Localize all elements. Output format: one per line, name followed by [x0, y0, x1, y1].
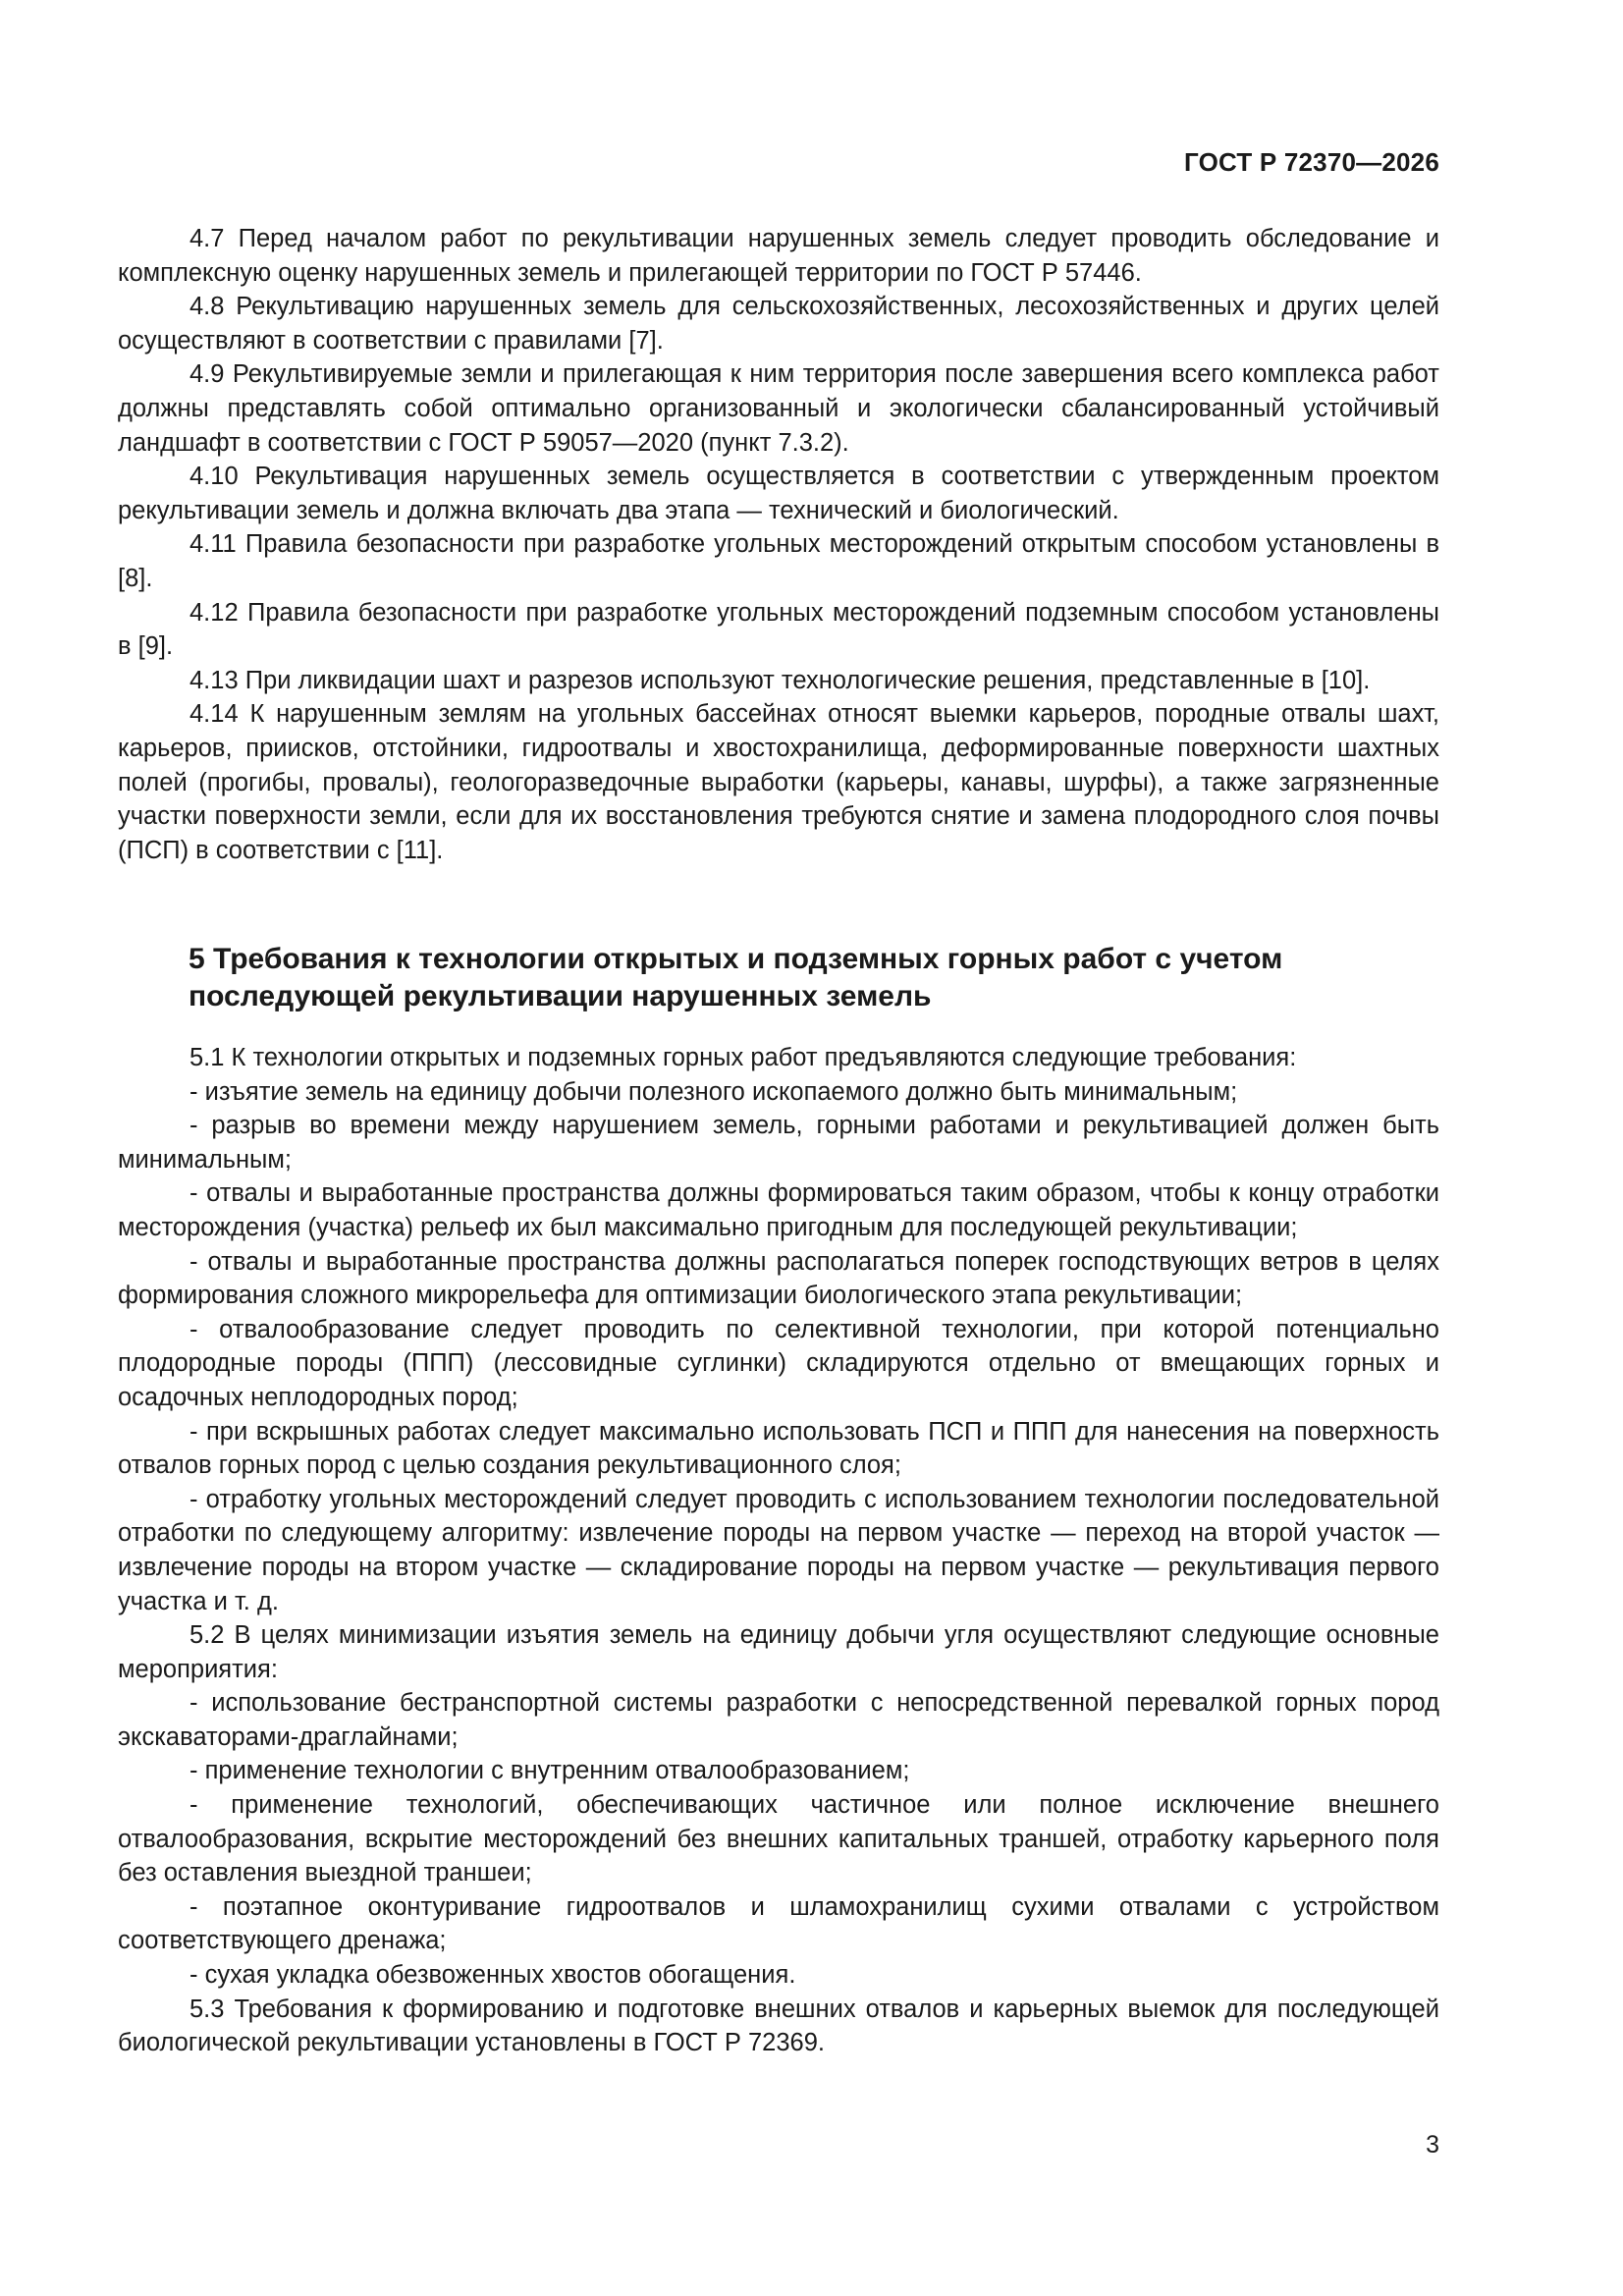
clauses-section-4 [118, 222, 1439, 867]
clause-4-8: 4.8 Рекультивацию нарушенных земель для сельскохозяйственных, лесохозяйственных и других целей осуществляют в соответствии с правилами [7]. [118, 293, 1439, 355]
clause-4-10: 4.10 Рекультивация нарушенных земель осуществляется в соответствии с утвержденным проектом рекультивации земель и должна включать два этапа — технический и биологический. [118, 463, 1439, 524]
list-item: - использование бестранспортной системы разработки с непосредственной перевалкой горных пород экскаваторами-драглайнами; [118, 1689, 1439, 1751]
list-item: - поэтапное оконтуривание гидроотвалов и шламохранилищ сухими отвалами с устройством соответствующего дренажа; [118, 1892, 1439, 1955]
standard-code: ГОСТ Р 72370—2026 [1184, 147, 1439, 177]
clause-5-3: 5.3 Требования к формированию и подготовке внешних отвалов и карьерных выемок для последующей биологической рекультивации установлены в ГОСТ Р 72369. [118, 1995, 1439, 2057]
clause-4-9: 4.9 Рекультивируемые земли и прилегающая к ним территория после завершения всего комплекса работ должны представлять собой оптимально организованный и экологически сбалансированный устойчивый ландшафт в соответствии с ГОСТ Р 59057—2020 (пункт 7.3.2). [118, 360, 1439, 457]
list-item: - отвалообразование следует проводить по селективной технологии, при которой потенциально плодородные породы (ППП) (лессовидные суглинки) складируются отдельно от вмещающих горных и осадочных неплодородных пород; [118, 1315, 1439, 1411]
list-item: - сухая укладка обезвоженных хвостов обогащения. [189, 1961, 796, 1990]
page-number: 3 [1426, 2131, 1439, 2159]
clause-5-2: 5.2 В целях минимизации изъятия земель на единицу добычи угля осуществляют следующие основные мероприятия: [118, 1621, 1439, 1683]
clause-4-14: 4.14 К нарушенным землям на угольных бассейнах относят выемки карьеров, породные отвалы шахт, карьеров, приисков, отстойники, гидроотвалы и хвостохранилища, деформированные поверхности шахтных полей (прогибы, провалы), геологоразведочные выработки (карьеры, канавы, шурфы), а также загрязненные участки поверхности земли, если для их восстановления требуются снятие и замена плодородного слоя почвы (ПСП) в соответствии с [11]. [118, 700, 1439, 864]
clause-4-12: 4.12 Правила безопасности при разработке угольных месторождений подземным способом установлены в [9]. [118, 598, 1439, 661]
clause-4-11: 4.11 Правила безопасности при разработке угольных месторождений открытым способом установлены в [8]. [118, 530, 1439, 592]
list-item: - при вскрышных работах следует максимально использовать ПСП и ППП для нанесения на поверхность отвалов горных пород с целью создания рекультивационного слоя; [118, 1417, 1439, 1480]
clause-4-13: 4.13 При ликвидации шахт и разрезов используют технологические решения, представленные в [10]. [189, 666, 1371, 694]
list-item: - разрыв во времени между нарушением земель, горными работами и рекультивацией должен быть минимальным; [118, 1112, 1439, 1174]
list-item: - изъятие земель на единицу добычи полезного ископаемого должно быть минимальным; [189, 1077, 1238, 1106]
list-item: - применение технологии с внутренним отвалообразованием; [189, 1757, 910, 1785]
list-item: - отвалы и выработанные пространства должны располагаться поперек господствующих ветров в целях формирования сложного микрорельефа для оптимизации биологического этапа рекультивации; [118, 1247, 1439, 1310]
clause-5-1: 5.1 К технологии открытых и подземных горных работ предъявляются следующие требования: [189, 1044, 1297, 1071]
list-item: - отвалы и выработанные пространства должны формироваться таким образом, чтобы к концу отработки месторождения (участка) рельеф их был максимально пригодным для последующей рекультивации; [118, 1179, 1439, 1241]
section-5-heading: 5 Требования к технологии открытых и подземных горных работ с учетом последующей рекультивации нарушенных земель [189, 943, 1283, 1012]
section-5-body [118, 1041, 1439, 2060]
list-item: - отработку угольных месторождений следует проводить с использованием технологии последовательной отработки по следующему алгоритму: извлечение породы на первом участке — переход на второй участок — извлечение породы на втором участке — складирование породы на первом участке — рекультивация первого участка и т. д. [118, 1485, 1439, 1615]
list-item: - применение технологий, обеспечивающих частичное или полное исключение внешнего отвалообразования, вскрытие месторождений без внешних капитальных траншей, отработку карьерного поля без оставления выездной траншеи; [118, 1791, 1439, 1887]
clause-4-7: 4.7 Перед началом работ по рекультивации нарушенных земель следует проводить обследование и комплексную оценку нарушенных земель и прилегающей территории по ГОСТ Р 57446. [118, 225, 1439, 287]
